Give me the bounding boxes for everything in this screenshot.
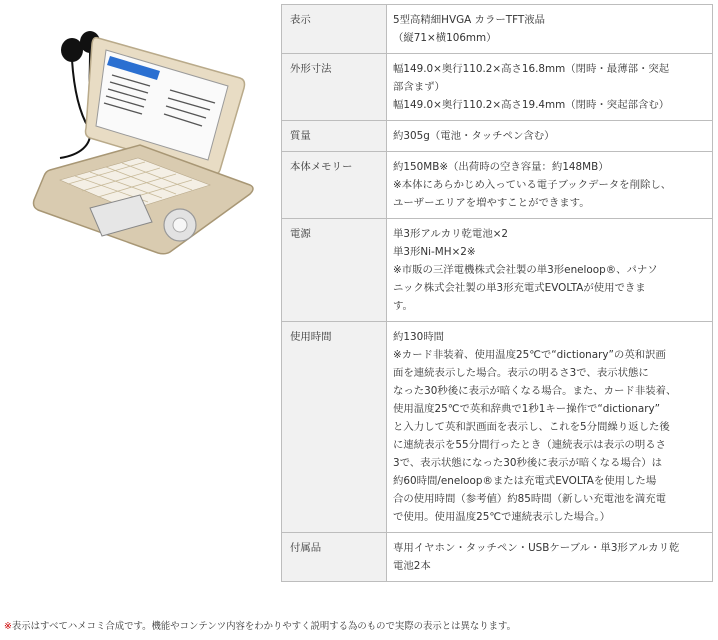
spec-row	[282, 219, 713, 322]
spec-value	[387, 54, 713, 121]
spec-value-line: （縦71×横106mm）	[393, 32, 497, 44]
spec-value	[387, 5, 713, 54]
electronic-dictionary-icon	[20, 20, 260, 255]
spec-label: 電源	[282, 219, 387, 322]
spec-row	[282, 152, 713, 219]
spec-value-line: 使用温度25℃で英和辞典で1秒1キー操作で“dictionary”	[393, 403, 661, 415]
spec-label: 質量	[282, 121, 387, 152]
spec-label: 表示	[282, 5, 387, 54]
spec-value	[387, 121, 713, 152]
spec-row	[282, 121, 713, 152]
spec-value	[387, 322, 713, 533]
spec-value-line: 合の使用時間（参考値）約85時間（新しい充電池を満充電	[393, 493, 666, 505]
spec-row	[282, 54, 713, 121]
spec-value-line: ※本体にあらかじめ入っている電子ブックデータを削除し、	[393, 179, 672, 191]
footnote-mark: ※	[4, 621, 12, 632]
spec-value-line: 専用イヤホン・タッチペン・USBケーブル・単3形アルカリ乾	[393, 542, 680, 554]
spec-value-line: ※市販の三洋電機株式会社製の単3形eneloop®、パナソ	[393, 264, 658, 276]
spec-value-line: と入力して英和訳画面を表示し、これを5分間繰り返した後	[393, 421, 670, 433]
spec-value-line: ※カード非装着、使用温度25℃で“dictionary”の英和訳画	[393, 349, 666, 361]
spec-value-line: 約305g（電池・タッチペン含む）	[393, 130, 555, 142]
footnote-text: 表示はすべてハメコミ合成です。機能やコンテンツ内容をわかりやすく説明する為のもので実際の表示とは異なります。	[11, 621, 516, 632]
spec-value-line: ユーザーエリアを増やすことができます。	[393, 197, 590, 209]
spec-value-line: 約150MB※（出荷時の空き容量：約148MB）	[393, 161, 609, 173]
spec-value-line: で使用。使用温度25℃で連続表示した場合。）	[393, 511, 611, 523]
spec-value-line: 幅149.0×奥行110.2×高さ19.4mm（閉時・突起部含む）	[393, 99, 670, 111]
spec-value-line: 単3形Ni-MH×2※	[393, 246, 476, 258]
spec-value-line: ニック株式会社製の単3形充電式EVOLTAが使用できま	[393, 282, 646, 294]
spec-value-line: に連続表示を55分間行ったとき（連続表示は表示の明るさ	[393, 439, 666, 451]
spec-value-line: 約60時間/eneloop®または充電式EVOLTAを使用した場	[393, 475, 657, 487]
spec-row	[282, 5, 713, 54]
spec-value-line: 約130時間	[393, 331, 445, 343]
spec-value	[387, 533, 713, 582]
spec-row	[282, 322, 713, 533]
spec-value-line: 単3形アルカリ乾電池×2	[393, 228, 509, 240]
spec-value-line: 3で、表示状態になった30秒後に表示が暗くなる場合）は	[393, 457, 662, 469]
spec-label: 付属品	[282, 533, 387, 582]
spec-value-line: 面を連続表示した場合。表示の明るさ3で、表示状態に	[393, 367, 649, 379]
spec-row	[282, 533, 713, 582]
spec-value-line: なった30秒後に表示が暗くなる場合。また、カード非装着、	[393, 385, 677, 397]
spec-value	[387, 152, 713, 219]
spec-label: 使用時間	[282, 322, 387, 533]
spec-value-line: 幅149.0×奥行110.2×高さ16.8mm（閉時・最薄部・突起	[393, 63, 670, 75]
spec-value	[387, 219, 713, 322]
footnote	[4, 620, 716, 633]
spec-value-line: す。	[393, 300, 413, 312]
spec-value-line: 電池2本	[393, 560, 431, 572]
spec-value-line: 部含まず）	[393, 81, 445, 93]
spec-table	[281, 4, 713, 582]
spec-label: 本体メモリー	[282, 152, 387, 219]
spec-label: 外形寸法	[282, 54, 387, 121]
spec-value-line: 5型高精細HVGA カラーTFT液晶	[393, 14, 545, 26]
product-image	[20, 20, 260, 255]
